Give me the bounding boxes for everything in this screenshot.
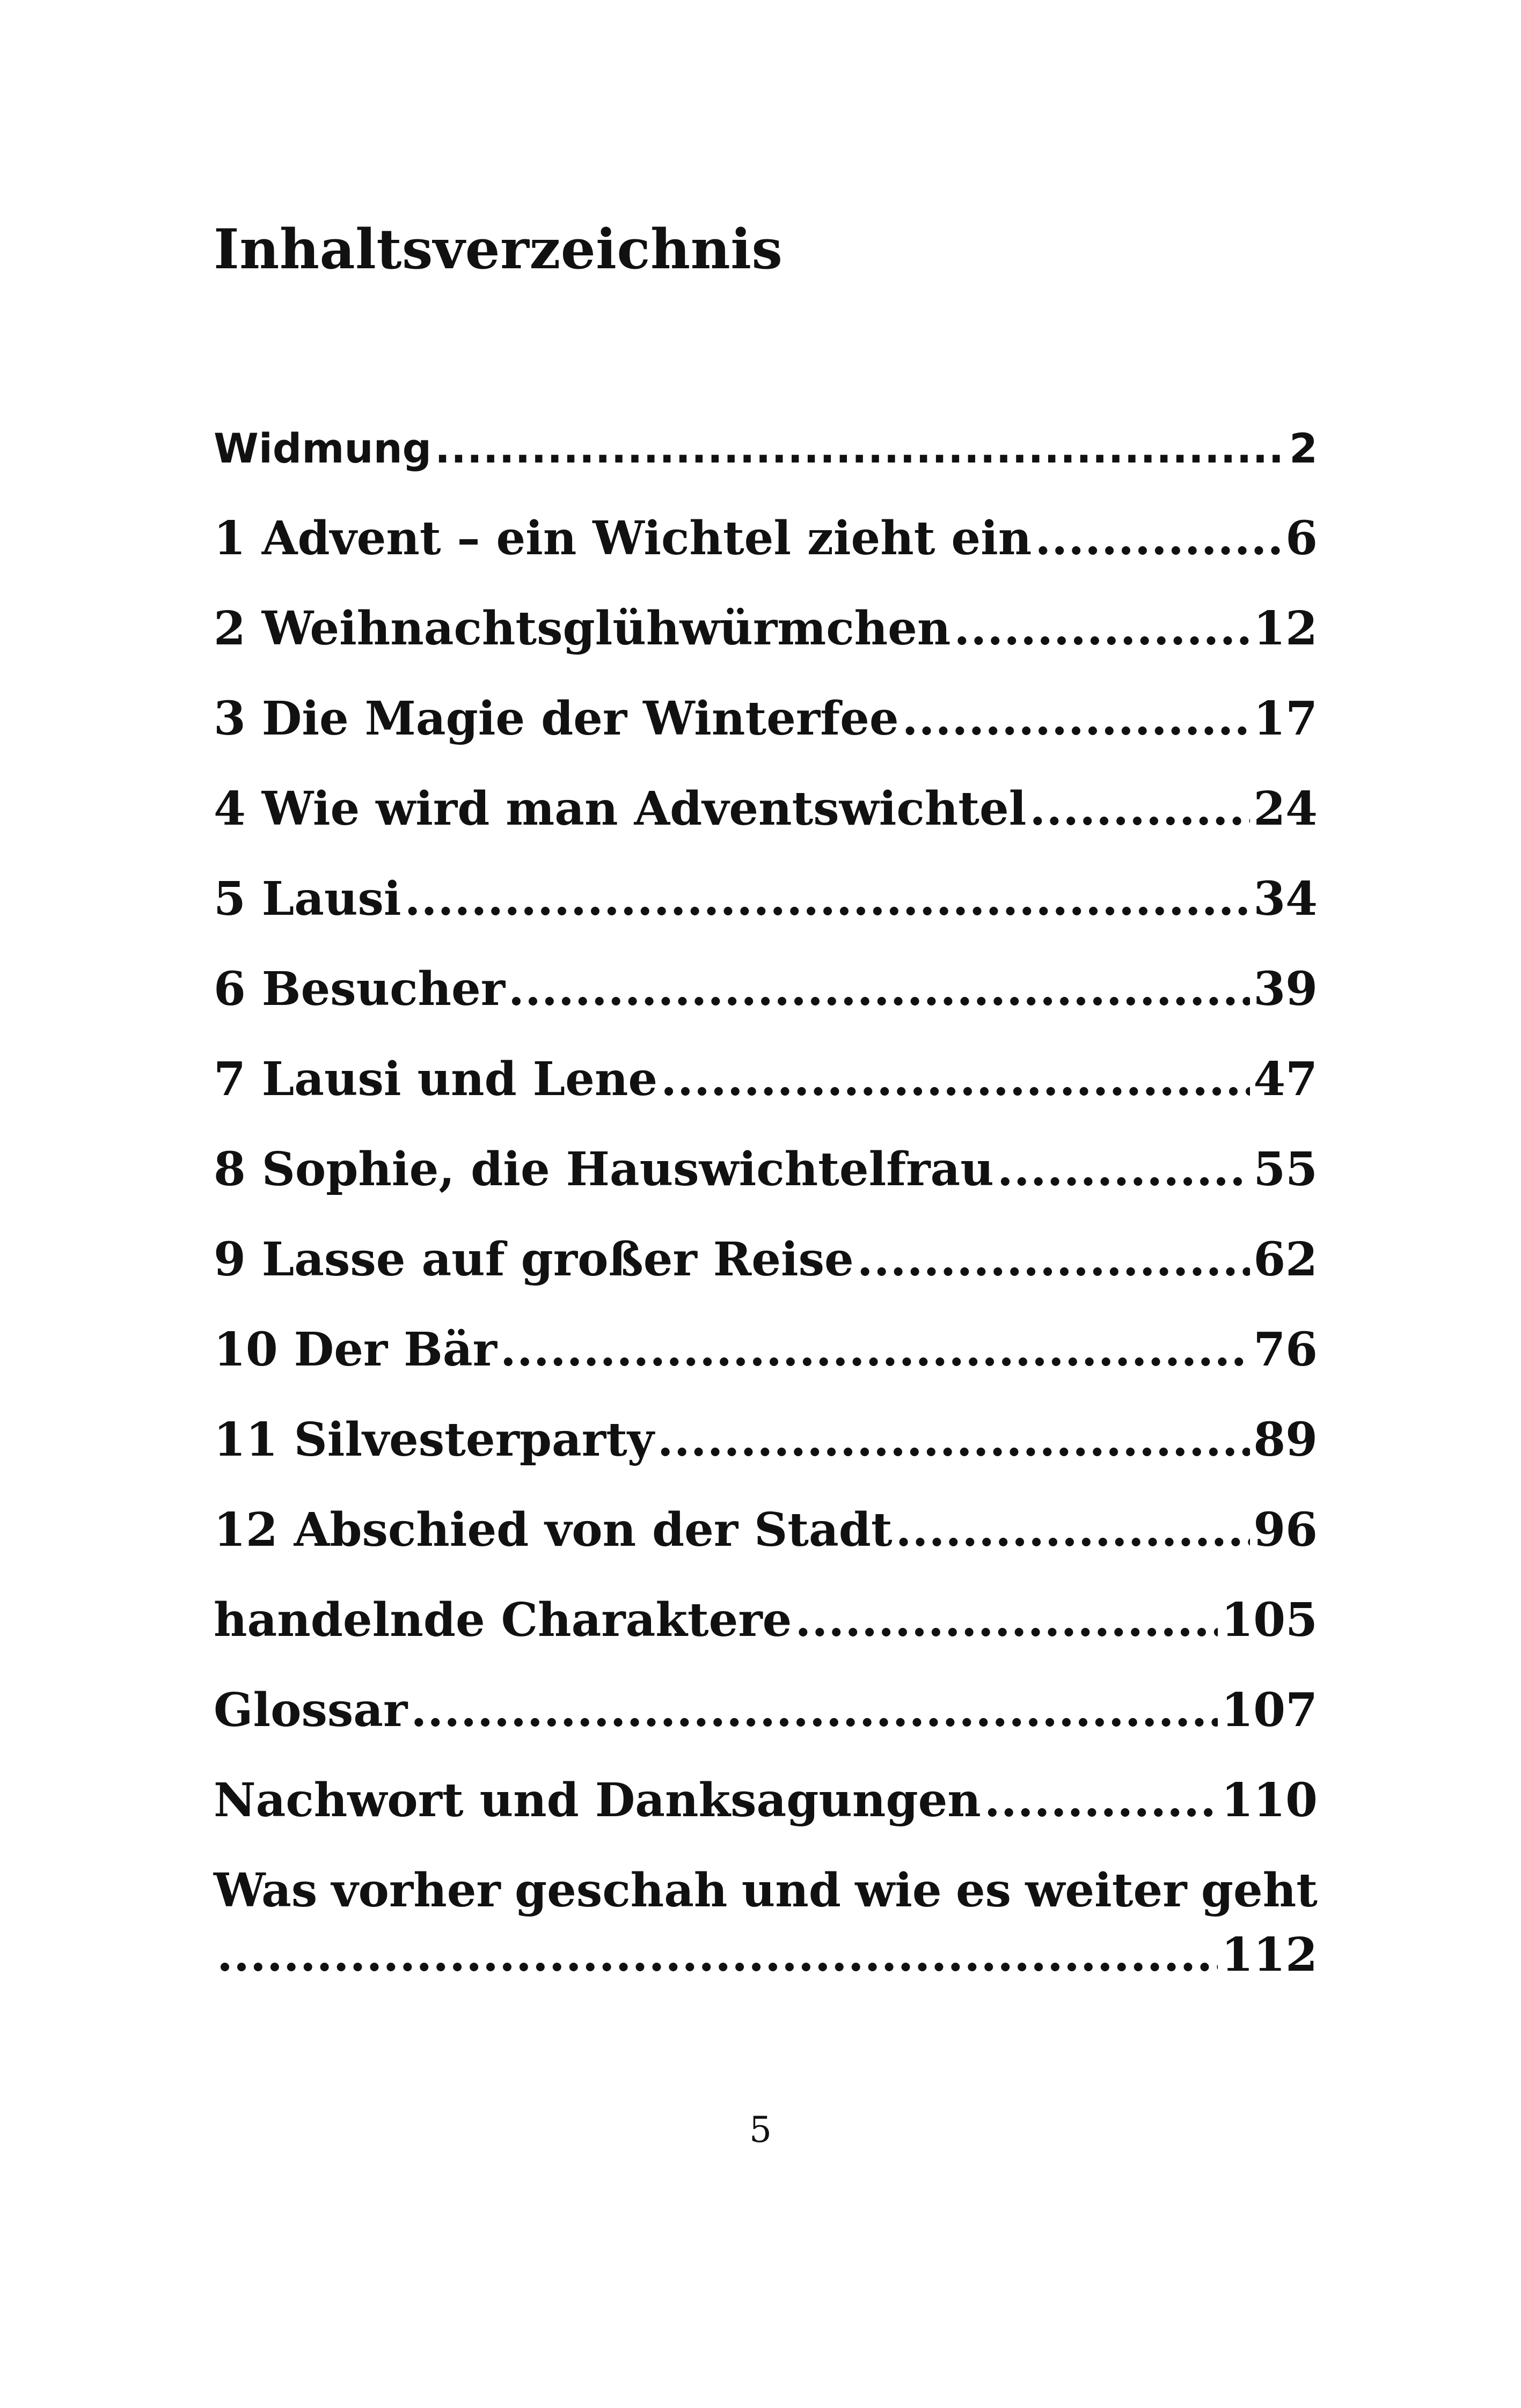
toc-entry-title: 2 Weihnachtsglühwürmchen: [214, 601, 951, 656]
toc-entry-chapter-8[interactable]: [214, 1141, 1318, 1231]
toc-entry-characters[interactable]: [214, 1591, 1318, 1682]
toc-entry-chapter-5[interactable]: [214, 870, 1318, 960]
toc-entry-chapter-9[interactable]: [214, 1231, 1318, 1321]
dot-leader: [896, 1501, 1251, 1559]
toc-entry-page: 96: [1253, 1503, 1318, 1557]
toc-entry-chapter-3[interactable]: [214, 690, 1318, 780]
dot-leader: [508, 960, 1250, 1018]
toc-entry-glossary[interactable]: [214, 1682, 1318, 1772]
toc-entry-before-and-after[interactable]: [214, 1862, 1318, 2001]
toc-entry-page: 62: [1253, 1232, 1318, 1287]
dot-leader: [217, 1926, 1218, 1984]
toc-entry-page: 6: [1285, 511, 1318, 566]
dot-leader: [857, 1231, 1251, 1289]
dot-leader: [405, 870, 1251, 928]
dot-leader: [997, 1141, 1251, 1199]
toc-entry-page: 112: [1221, 1928, 1318, 1982]
toc-entry-chapter-11[interactable]: [214, 1411, 1318, 1501]
toc-entry-title: handelnde Charaktere: [214, 1593, 792, 1647]
dot-leader: [500, 1321, 1250, 1379]
toc-entry-widmung[interactable]: [214, 420, 1318, 510]
toc-entry-page: 2: [1289, 424, 1318, 472]
toc-entry-afterword[interactable]: [214, 1772, 1318, 1862]
toc-entry-page: 105: [1221, 1593, 1318, 1647]
toc-entry-chapter-10[interactable]: [214, 1321, 1318, 1411]
toc-entry-word: Was: [214, 1863, 318, 1918]
toc-entry-word: wie: [855, 1863, 942, 1918]
toc-entry-title: Nachwort und Danksagungen: [214, 1773, 981, 1827]
dot-leader: [435, 420, 1286, 478]
table-of-contents: [214, 420, 1318, 2001]
toc-entry-chapter-6[interactable]: [214, 960, 1318, 1051]
toc-entry-title: 12 Abschied von der Stadt: [214, 1503, 893, 1557]
toc-entry-title: 7 Lausi und Lene: [214, 1052, 658, 1106]
toc-entry-word: und: [741, 1863, 841, 1918]
toc-entry-word: geht: [1201, 1863, 1318, 1918]
page-number: 5: [749, 2109, 772, 2150]
toc-entry-title: 1 Advent – ein Wichtel zieht ein: [214, 511, 1032, 566]
toc-entry-page: 89: [1253, 1413, 1318, 1467]
toc-entry-page: 55: [1253, 1142, 1318, 1196]
toc-entry-title: 11 Silvesterparty: [214, 1413, 654, 1467]
toc-heading: Inhaltsverzeichnis: [214, 217, 783, 282]
toc-entry-page: 12: [1253, 601, 1318, 656]
toc-entry-chapter-7[interactable]: [214, 1051, 1318, 1141]
dot-leader: [795, 1591, 1218, 1649]
toc-entry-word: weiter: [1025, 1863, 1187, 1918]
dot-leader: [657, 1411, 1251, 1469]
dot-leader: [902, 690, 1251, 748]
toc-entry-continuation: [214, 1926, 1318, 1984]
toc-entry-chapter-4[interactable]: [214, 780, 1318, 870]
toc-entry-chapter-2[interactable]: [214, 600, 1318, 690]
dot-leader: [411, 1682, 1218, 1739]
toc-entry-chapter-12[interactable]: [214, 1501, 1318, 1591]
toc-entry-title: 6 Besucher: [214, 962, 506, 1016]
toc-entry-page: 107: [1221, 1683, 1318, 1737]
toc-entry-page: 39: [1253, 962, 1318, 1016]
toc-entry-page: 34: [1253, 872, 1318, 926]
toc-entry-title: Glossar: [214, 1683, 408, 1737]
dot-leader: [984, 1772, 1218, 1830]
toc-entry-title: Widmung: [214, 424, 432, 472]
dot-leader: [661, 1051, 1250, 1108]
toc-entry-page: 76: [1253, 1323, 1318, 1377]
toc-entry-page: 110: [1221, 1773, 1318, 1827]
toc-entry-title: 3 Die Magie der Winterfee: [214, 692, 899, 746]
dot-leader: [954, 600, 1250, 658]
dot-leader: [1035, 510, 1282, 568]
toc-entry-word: vorher: [331, 1863, 501, 1918]
toc-entry-word: geschah: [515, 1863, 728, 1918]
toc-entry-page: 17: [1253, 692, 1318, 746]
toc-entry-title: 5 Lausi: [214, 872, 401, 926]
dot-leader: [1029, 780, 1250, 838]
toc-entry-title: 4 Wie wird man Adventswichtel: [214, 782, 1027, 836]
toc-entry-word: es: [955, 1863, 1012, 1918]
toc-entry-chapter-1[interactable]: [214, 510, 1318, 600]
toc-entry-title: 10 Der Bär: [214, 1323, 497, 1377]
toc-entry-page: 24: [1253, 782, 1318, 836]
toc-entry-title: 9 Lasse auf großer Reise: [214, 1232, 854, 1287]
toc-entry-page: 47: [1253, 1052, 1318, 1106]
toc-entry-title: 8 Sophie, die Hauswichtelfrau: [214, 1142, 994, 1196]
toc-entry-title-justified: [214, 1862, 1318, 1926]
